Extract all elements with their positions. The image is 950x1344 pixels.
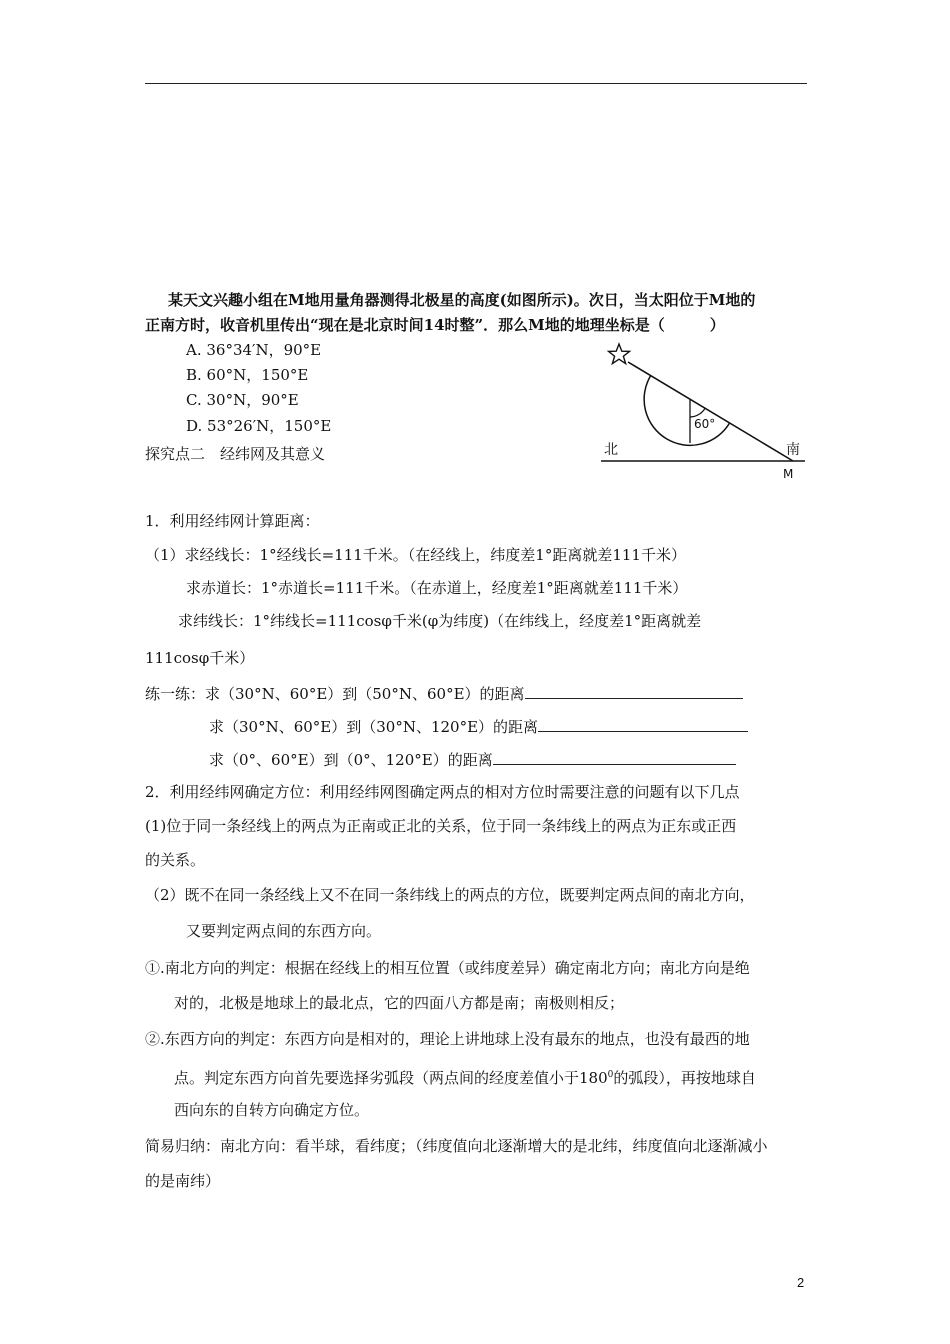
practice-question-1: 求（30°N、60°E）到（50°N、60°E）的距离 xyxy=(205,685,525,703)
polaris-protractor-figure xyxy=(595,338,815,483)
option-b: B. 60°N，150°E xyxy=(186,366,309,384)
answer-blank-2[interactable] xyxy=(538,715,748,732)
answer-blank-1[interactable] xyxy=(525,682,743,699)
south-label: 南 xyxy=(786,442,800,458)
practice-question-2: 求（30°N、60°E）到（30°N、120°E）的距离 xyxy=(209,718,539,736)
practice-question-3: 求（0°、60°E）到（0°、120°E）的距离 xyxy=(209,751,493,769)
east-west-rule-3: 西向东的自转方向确定方位。 xyxy=(174,1101,370,1119)
east-west-rule-2 xyxy=(174,1065,756,1088)
summary-line-1: 简易归纳：南北方向：看半球，看纬度；（纬度值向北逐渐增大的是北纬，纬度值向北逐渐减小 xyxy=(145,1137,768,1155)
option-a: A. 36°34′N，90°E xyxy=(186,341,322,359)
meridian-length: （1）求经线长：1°经线长=111千米。（在经线上，纬度差1°距离就差111千米） xyxy=(145,546,686,564)
answer-blank-3[interactable] xyxy=(493,748,736,765)
header-rule xyxy=(145,83,807,84)
summary-line-2: 的是南纬） xyxy=(145,1172,221,1190)
sight-line xyxy=(628,362,793,461)
practice-item-3 xyxy=(209,748,736,770)
same-line-rule-1: (1)位于同一条经线上的两点为正南或正北的关系，位于同一条纬线上的两点为正东或正西 xyxy=(145,817,737,835)
diff-line-rule-1: （2）既不在同一条经线上又不在同一条纬线上的两点的方位，既要判定两点间的南北方向， xyxy=(145,886,755,904)
equator-length: 求赤道长：1°赤道长=111千米。（在赤道上，经度差1°距离就差111千米） xyxy=(186,579,688,597)
practice-item-1 xyxy=(145,682,743,704)
section-title: 探究点二 经纬网及其意义 xyxy=(145,445,326,463)
polaris-star-icon xyxy=(609,344,630,364)
question-stem-line-2: 正南方时，收音机里传出“现在是北京时间14时整”．那么M地的地理坐标是（ ） xyxy=(145,316,725,334)
degree-superscript: 0 xyxy=(607,1070,614,1080)
angle-label: 60° xyxy=(694,417,716,431)
parallel-length-line-1: 求纬线长：1°纬线长=111cosφ千米(φ为纬度)（在纬线上，经度差1°距离就差 xyxy=(178,612,702,630)
part1-heading: 1．利用经纬网计算距离： xyxy=(145,512,320,530)
diff-line-rule-2: 又要判定两点间的东西方向。 xyxy=(186,922,382,940)
part2-heading: 2．利用经纬网确定方位：利用经纬网图确定两点的相对方位时需要注意的问题有以下几点 xyxy=(145,783,740,801)
angle-arc xyxy=(690,408,705,417)
option-d: D. 53°26′N，150°E xyxy=(186,417,332,435)
east-west-rule-1: ②.东西方向的判定：东西方向是相对的，理论上讲地球上没有最东的地点，也没有最西的地 xyxy=(145,1030,750,1048)
question-stem-line-1: 某天文兴趣小组在M地用量角器测得北极星的高度(如图所示)。次日，当太阳位于M地的 xyxy=(168,291,756,309)
practice-label: 练一练： xyxy=(145,685,206,703)
east-west-rule-2a: 点。判定东西方向首先要选择劣弧段（两点间的经度差值小于180 xyxy=(174,1069,608,1087)
page-number: 2 xyxy=(797,1275,805,1290)
parallel-length-line-2: 111cosφ千米） xyxy=(145,649,255,667)
north-south-rule-2: 对的，北极是地球上的最北点，它的四面八方都是南；南极则相反； xyxy=(174,994,625,1012)
north-label: 北 xyxy=(604,442,618,458)
same-line-rule-2: 的关系。 xyxy=(145,851,206,869)
practice-item-2 xyxy=(209,715,748,737)
option-c: C. 30°N，90°E xyxy=(186,391,299,409)
north-south-rule-1: ①.南北方向的判定：根据在经线上的相互位置（或纬度差异）确定南北方向；南北方向是绝 xyxy=(145,959,750,977)
point-m-label: M xyxy=(783,467,794,481)
east-west-rule-2b: 的弧段），再按地球自 xyxy=(613,1069,756,1087)
protractor-arc xyxy=(644,376,729,446)
